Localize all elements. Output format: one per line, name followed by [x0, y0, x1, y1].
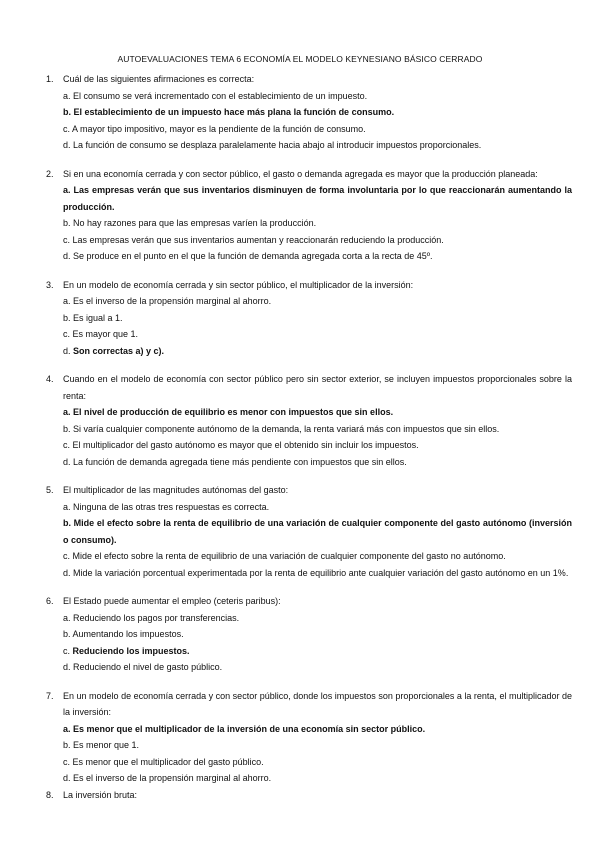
answer-option-a-correct: a. Es menor que el multiplicador de la inversión de una economía sin sector público.: [63, 723, 426, 734]
answer-options: [46, 404, 572, 470]
option-prefix: d.: [63, 345, 74, 356]
question-text: Cuál de las siguientes afirmaciones es correcta:: [63, 74, 255, 84]
question-5: [46, 482, 572, 581]
question-2: [46, 166, 572, 265]
question-text: El Estado puede aumentar el empleo (ceteris paribus):: [63, 596, 281, 606]
option-bold-text: Reduciendo los impuestos.: [72, 645, 190, 656]
answer-option-c: c. El multiplicador del gasto autónomo es mayor que el obtenido sin incluir los impuestos.: [63, 440, 419, 450]
answer-option-d: d. Reduciendo el nivel de gasto público.: [63, 662, 223, 672]
question-text: El multiplicador de las magnitudes autónomas del gasto:: [63, 485, 289, 495]
answer-option-c: c. Es mayor que 1.: [63, 329, 139, 339]
question-number: 7.: [46, 690, 54, 701]
question-7: [46, 688, 572, 787]
answer-option-d: d. Mide la variación porcentual experimentada por la renta de equilibrio ante cualquier variación del gasto autónomo en un 1%.: [63, 567, 569, 578]
answer-option-a-correct: a. Las empresas verán que sus inventarios disminuyen de forma involuntaria por lo que reaccionarán aumentando la producción.: [63, 185, 572, 212]
answer-option-b: b. No hay razones para que las empresas varíen la producción.: [63, 218, 317, 228]
answer-option-c: c. Las empresas verán que sus inventarios aumentan y reaccionarán reduciendo la producción.: [63, 234, 444, 245]
answer-option-d-correct: [63, 343, 572, 360]
question-8: [46, 787, 572, 804]
answer-option-b-correct: b. El establecimiento de un impuesto hace más plana la función de consumo.: [63, 107, 395, 117]
answer-option-b: b. Es igual a 1.: [63, 312, 123, 323]
question-text: En un modelo de economía cerrada y con sector público, donde los impuestos son proporcionales a la renta, el multiplicador de la inversión:: [63, 690, 572, 717]
answer-option-c: c. Es menor que el multiplicador del gasto público.: [63, 756, 264, 767]
question-text: La inversión bruta:: [63, 789, 138, 800]
question-number: 1.: [46, 74, 54, 84]
question-text: Cuando en el modelo de economía con sector público pero sin sector exterior, se incluyen impuestos proporcionales sobre la renta:: [63, 374, 572, 401]
answer-option-d: d. La función de demanda agregada tiene más pendiente con impuestos que sin ellos.: [63, 456, 407, 467]
question-number: 3.: [46, 279, 54, 290]
question-4: [46, 371, 572, 470]
answer-option-d: d. Es el inverso de la propensión marginal al ahorro.: [63, 773, 272, 783]
question-3: [46, 277, 572, 360]
answer-option-a-correct: a. El nivel de producción de equilibrio es menor con impuestos que sin ellos.: [63, 407, 394, 417]
option-bold-text: Son correctas a) y c).: [73, 345, 165, 356]
answer-option-a: a. El consumo se verá incrementado con el establecimiento de un impuesto.: [63, 90, 368, 101]
option-prefix: c.: [63, 645, 73, 656]
answer-option-c: c. A mayor tipo impositivo, mayor es la pendiente de la función de consumo.: [63, 123, 366, 134]
answer-options: [46, 182, 572, 265]
answer-option-a: a. Reduciendo los pagos por transferencias.: [63, 612, 240, 623]
question-1: [46, 71, 572, 154]
answer-options: [46, 610, 572, 676]
answer-option-d: d. La función de consumo se desplaza paralelamente hacia abajo al introducir impuestos proporcionales.: [63, 140, 482, 150]
answer-option-b-correct: b. Mide el efecto sobre la renta de equilibrio de una variación de cualquier componente del gasto autónomo (inversión o consumo).: [63, 518, 572, 545]
answer-options: [46, 721, 572, 787]
answer-option-b: b. Es menor que 1.: [63, 740, 140, 750]
answer-option-c: c. Mide el efecto sobre la renta de equilibrio de una variación de cualquier componente del gasto no autónomo.: [63, 551, 506, 561]
question-list: [46, 71, 572, 815]
answer-option-b: b. Si varía cualquier componente autónomo de la demanda, la renta variará más con impuestos que sin ellos.: [63, 423, 500, 434]
question-text: Si en una economía cerrada y con sector público, el gasto o demanda agregada es mayor que la producción planeada:: [63, 168, 538, 179]
answer-options: [46, 88, 572, 154]
answer-option-b: b. Aumentando los impuestos.: [63, 629, 184, 639]
answer-option-d: d. Se produce en el punto en el que la función de demanda agregada corta a la recta de 45º.: [63, 251, 433, 261]
question-number: 6.: [46, 596, 54, 606]
question-number: 4.: [46, 374, 54, 384]
answer-options: [46, 293, 572, 359]
question-6: [46, 593, 572, 676]
question-text: En un modelo de economía cerrada y sin sector público, el multiplicador de la inversión:: [63, 279, 414, 290]
answer-option-a: a. Ninguna de las otras tres respuestas es correcta.: [63, 501, 270, 512]
document-title: AUTOEVALUACIONES TEMA 6 ECONOMÍA EL MODELO KEYNESIANO BÁSICO CERRADO: [117, 54, 483, 64]
question-number: 8.: [46, 789, 54, 800]
answer-options: [46, 499, 572, 582]
answer-option-a: a. Es el inverso de la propensión marginal al ahorro.: [63, 296, 272, 306]
answer-option-c-correct: [63, 643, 572, 660]
question-number: 2.: [46, 168, 54, 179]
question-number: 5.: [46, 485, 54, 495]
